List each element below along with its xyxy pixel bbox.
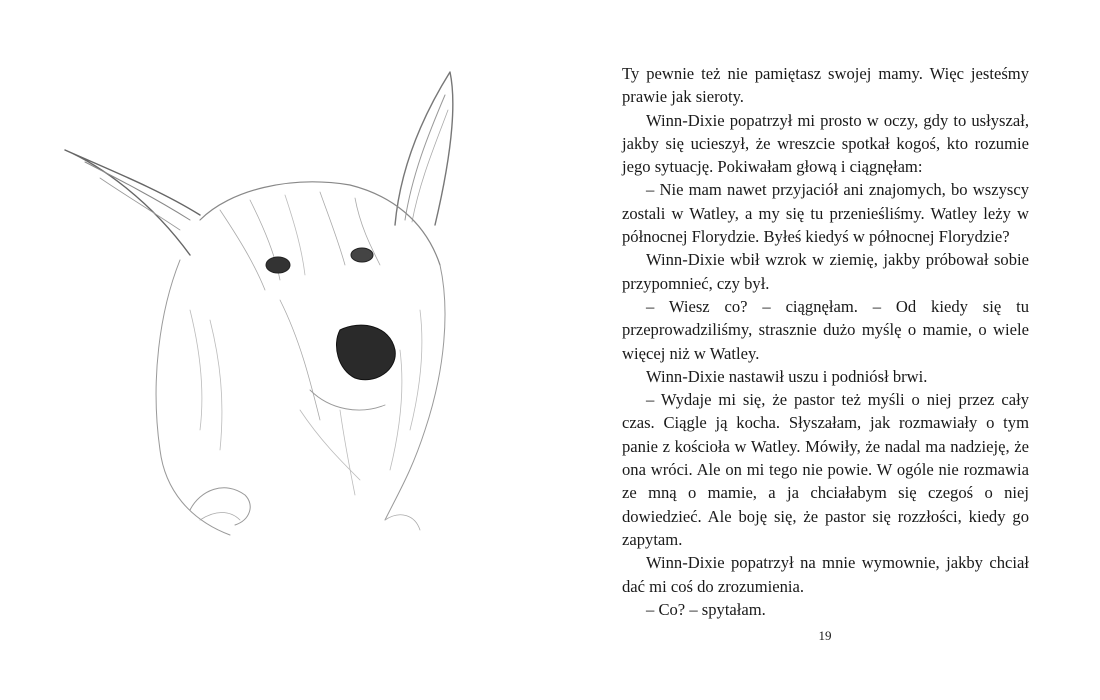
paragraph: – Wydaje mi się, że pastor też myśli o niej przez cały czas. Ciągle ją kocha. Słyszałam, jak rozmawiały o tym panie z kościoła w Watley. Mówiły, że nadal ma nadzieję, że ona wróci. Ale on mi tego nie powie. W ogóle nie rozmawia ze mną o mamie, a ja chciałabym się czegoś o niej dowiedzieć. Ale boję się, że pastor się rozzłości, kiedy go zapytam. — [622, 390, 1029, 549]
paragraph: – Nie mam nawet przyjaciół ani znajomych, bo wszyscy zostali w Watley, a my się tu przenieśliśmy. Watley leży w północnej Florydzie. Byłeś kiedyś w północnej Florydzie? — [622, 180, 1029, 247]
paragraph: Winn-Dixie popatrzył na mnie wymownie, jakby chciał dać mi coś do zrozumienia. — [622, 553, 1029, 596]
paragraph: Winn-Dixie nastawił uszu i podniósł brwi. — [646, 366, 928, 386]
dog-sketch-icon — [40, 50, 490, 610]
paragraph: Ty pewnie też nie pamiętasz swojej mamy. Więc jesteśmy prawie jak sieroty. — [622, 64, 1029, 107]
text-page — [622, 62, 1029, 621]
paragraph: – Wiesz co? – ciągnęłam. – Od kiedy się tu przeprowadziliśmy, strasznie dużo myślę o mamie, o wiele więcej niż w Watley. — [622, 296, 1029, 363]
paragraph: – Co? – spytałam. — [646, 599, 766, 619]
paragraph: Winn-Dixie popatrzył mi prosto w oczy, gdy to usłyszał, jakby się ucieszył, że wreszcie spotkał kogoś, kto rozumie jego sytuację. Pokiwałam głową i ciągnęłam: — [622, 110, 1029, 177]
page-number: 19 — [818, 628, 832, 643]
paragraph: Winn-Dixie wbił wzrok w ziemię, jakby próbował sobie przypomnieć, czy był. — [622, 250, 1029, 293]
